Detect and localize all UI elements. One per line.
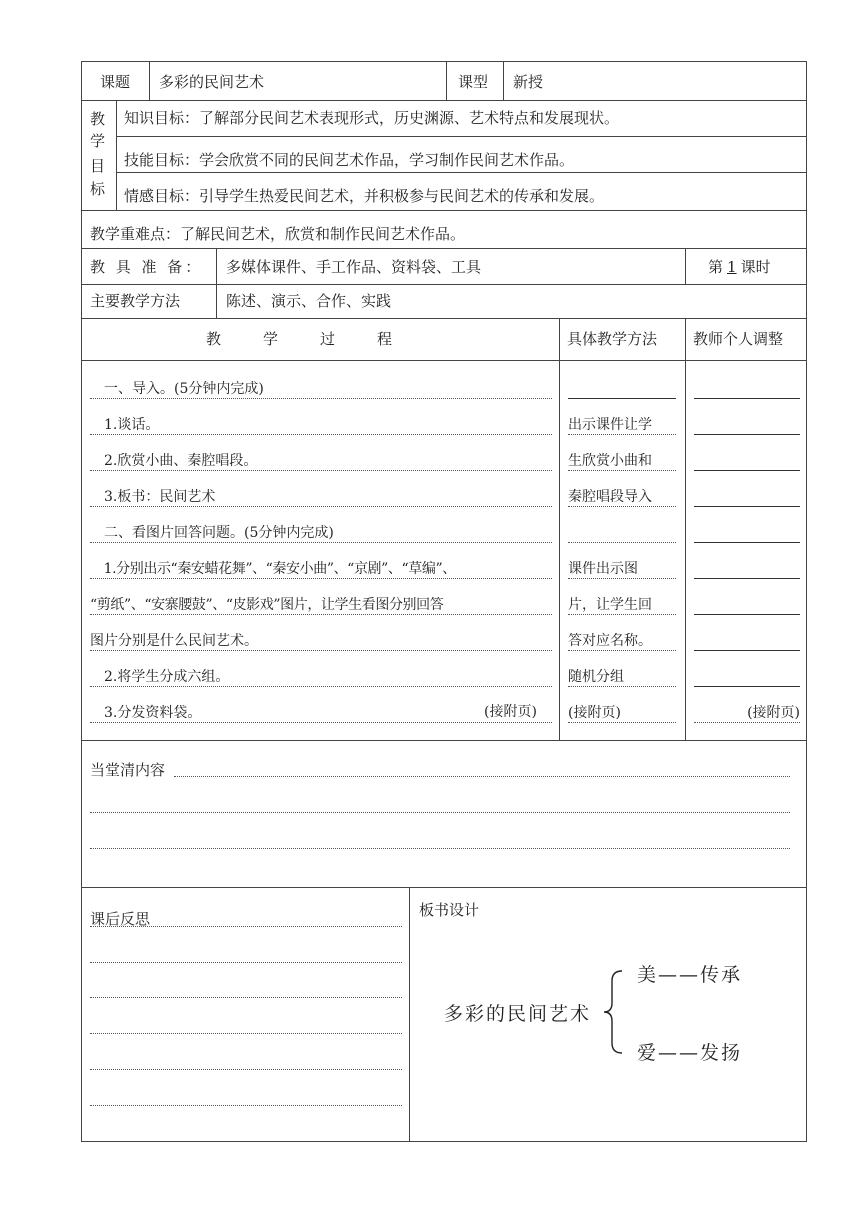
- method-line: 课件出示图: [568, 560, 676, 579]
- process-line: 二、看图片回答问题。(5分钟内完成): [90, 524, 552, 543]
- lesson-suffix: 课时: [740, 258, 771, 276]
- adjust-blank-line: [694, 650, 800, 651]
- process-line: 一、导入。(5分钟内完成): [90, 380, 552, 399]
- row-divider: [82, 210, 806, 211]
- process-attach: (接附页): [484, 704, 537, 720]
- reflection-line: [90, 1069, 402, 1070]
- board-main-title: 多彩的民间艺术: [444, 1003, 592, 1025]
- adjust-blank-line: [694, 614, 800, 615]
- lesson-number: 1: [727, 258, 737, 276]
- method-line: 秦腔唱段导入: [568, 488, 676, 507]
- process-line: 3.分发资料袋。: [90, 704, 552, 723]
- board-branch-top: 美——传承: [637, 964, 743, 986]
- adjust-blank-line: [694, 542, 800, 543]
- row-divider: [82, 100, 806, 101]
- row-divider: [82, 740, 806, 741]
- reflection-line: [90, 926, 402, 927]
- method-line: 生欣赏小曲和: [568, 452, 676, 471]
- method-blank-line: [568, 398, 676, 399]
- row-divider: [82, 887, 806, 888]
- process-line: 3.板书：民间艺术: [90, 488, 552, 507]
- board-brace: [600, 967, 630, 1057]
- row-divider: [82, 284, 806, 285]
- row-divider: [82, 248, 806, 249]
- col-divider: [685, 318, 686, 740]
- lesson-prefix: 第: [708, 258, 724, 276]
- type-value: 新授: [513, 73, 544, 91]
- adjust-blank-line: [694, 434, 800, 435]
- method-line: 答对应名称。: [568, 632, 676, 651]
- methods-value: 陈述、演示、合作、实践: [226, 292, 392, 310]
- adjust-blank-line: [694, 398, 800, 399]
- class-content-line: [174, 776, 790, 777]
- lesson-count: [708, 257, 771, 277]
- col-divider: [559, 318, 560, 740]
- knowledge-objective: 知识目标：了解部分民间艺术表现形式，历史渊源、艺术特点和发展现状。: [124, 109, 620, 127]
- col-divider: [409, 887, 410, 1142]
- board-design-label: 板书设计: [419, 901, 480, 919]
- col-divider: [116, 100, 117, 210]
- process-line: 2.欣赏小曲、秦腔唱段。: [90, 452, 552, 471]
- row-divider: [116, 172, 806, 173]
- method-header: 具体教学方法: [567, 330, 658, 348]
- process-line: 1.分别出示“秦安蜡花舞”、“秦安小曲”、“京剧”、“草编”、: [90, 560, 552, 579]
- col-divider: [503, 62, 504, 100]
- adjust-attach: (接附页): [694, 704, 800, 723]
- process-line: 2.将学生分成六组。: [90, 668, 552, 687]
- class-content-label: 当堂清内容: [90, 761, 166, 779]
- method-line: (接附页): [568, 704, 676, 723]
- lesson-plan-table: [81, 61, 807, 1142]
- method-dotted-line: [568, 542, 676, 543]
- objectives-label-4: 标: [90, 180, 106, 198]
- tools-value: 多媒体课件、手工作品、资料袋、工具: [226, 258, 482, 276]
- board-branch-bottom: 爱——发扬: [637, 1042, 743, 1064]
- row-divider: [82, 318, 806, 319]
- tools-label: 教 具 准 备：: [90, 258, 204, 276]
- objectives-label-2: 学: [90, 132, 106, 150]
- topic-label: 课题: [100, 73, 131, 91]
- col-divider: [216, 248, 217, 318]
- key-points: 教学重难点：了解民间艺术，欣赏和制作民间艺术作品。: [90, 225, 466, 243]
- process-line: 图片分别是什么民间艺术。: [90, 632, 552, 651]
- reflection-label: 课后反思: [90, 910, 151, 928]
- adjust-blank-line: [694, 506, 800, 507]
- method-line: 片，让学生回: [568, 596, 676, 615]
- class-content-line: [90, 812, 790, 813]
- type-label: 课型: [458, 73, 489, 91]
- adjust-blank-line: [694, 578, 800, 579]
- col-divider: [685, 248, 686, 284]
- row-divider: [82, 360, 806, 361]
- row-divider: [116, 136, 806, 137]
- skill-objective: 技能目标：学会欣赏不同的民间艺术作品，学习制作民间艺术作品。: [124, 151, 575, 169]
- topic-value: 多彩的民间艺术: [159, 73, 265, 91]
- process-line: 1.谈话。: [90, 416, 552, 435]
- class-content-line: [90, 848, 790, 849]
- reflection-line: [90, 1033, 402, 1034]
- method-line: 出示课件让学: [568, 416, 676, 435]
- col-divider: [446, 62, 447, 100]
- process-header: 教 学 过 程: [206, 330, 397, 348]
- col-divider: [149, 62, 150, 100]
- process-line: “剪纸”、“安寨腰鼓”、“皮影戏”图片，让学生看图分别回答: [90, 596, 552, 615]
- adjust-blank-line: [694, 686, 800, 687]
- emotion-objective: 情感目标：引导学生热爱民间艺术，并积极参与民间艺术的传承和发展。: [124, 187, 605, 205]
- methods-label: 主要教学方法: [90, 292, 181, 310]
- objectives-label-3: 目: [90, 157, 106, 175]
- adjust-header: 教师个人调整: [693, 330, 784, 348]
- reflection-line: [90, 997, 402, 998]
- method-line: 随机分组: [568, 668, 676, 687]
- adjust-blank-line: [694, 470, 800, 471]
- reflection-line: [90, 962, 402, 963]
- reflection-line: [90, 1105, 402, 1106]
- objectives-label-1: 教: [90, 110, 106, 128]
